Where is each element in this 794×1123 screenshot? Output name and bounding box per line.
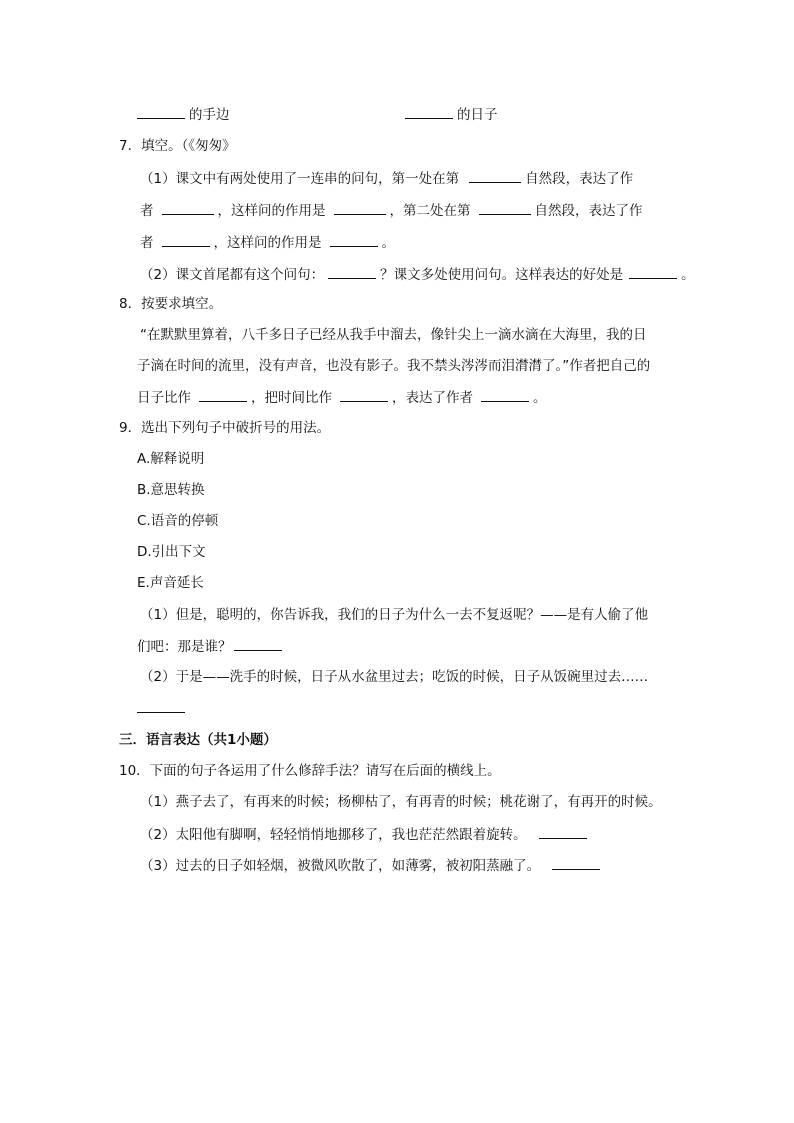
text: （1）课文中有两处使用了一连串的问句，第一处在第	[140, 171, 460, 187]
answer-blank[interactable]	[334, 200, 386, 215]
text: ，把时间比作	[251, 390, 332, 406]
text: 。	[681, 267, 695, 283]
text: 们吧：那是谁？	[137, 639, 232, 655]
answer-blank[interactable]	[162, 232, 210, 247]
answer-blank[interactable]	[405, 104, 453, 119]
q6-tail-right-text: 的日子	[457, 107, 498, 123]
q9-option-b: B.意思转换	[137, 482, 205, 498]
answer-blank[interactable]	[137, 698, 185, 713]
q8-quote-line1: “在默默里算着，八千多日子已经从我手中溜去，像针尖上一滴水滴在大海里，我的日	[140, 327, 647, 343]
answer-blank[interactable]	[199, 387, 247, 402]
q8-quote-line3	[137, 387, 547, 407]
q7-part2	[140, 264, 695, 284]
answer-blank[interactable]	[330, 232, 378, 247]
text: 。	[533, 390, 547, 406]
q10-sentence2	[140, 824, 591, 844]
answer-blank[interactable]	[137, 104, 185, 119]
answer-blank[interactable]	[340, 387, 388, 402]
q6-tail-right	[405, 104, 498, 124]
answer-blank[interactable]	[479, 200, 531, 215]
question-7-title: 7．填空。（《匆匆》	[119, 138, 236, 154]
text: ，第二处在第	[389, 203, 471, 219]
q6-tail-left-text: 的手边	[189, 107, 230, 123]
text: （3）过去的日子如轻烟，被微风吹散了，如薄雾，被初阳蒸融了。	[140, 858, 541, 874]
text: 自然段，表达了作	[525, 171, 634, 187]
q7-part1-line1	[140, 168, 633, 188]
q9-option-d: D.引出下文	[137, 544, 206, 560]
q8-quote-line2: 子滴在时间的流里，没有声音，也没有影子。我不禁头涔涔而泪潸潸了。”作者把自己的	[137, 358, 651, 374]
text: 。	[381, 235, 395, 251]
answer-blank[interactable]	[481, 387, 529, 402]
text: 日子比作	[137, 390, 191, 406]
text: 自然段，表达了作	[534, 203, 643, 219]
answer-blank[interactable]	[234, 636, 282, 651]
q9-sentence2-line2	[137, 698, 189, 718]
answer-blank[interactable]	[162, 200, 214, 215]
answer-blank[interactable]	[469, 168, 521, 183]
text: （2）太阳他有脚啊，轻轻悄悄地挪移了，我也茫茫然跟着旋转。	[140, 827, 527, 843]
answer-blank[interactable]	[328, 264, 376, 279]
q9-option-e: E.声音延长	[137, 575, 204, 591]
answer-blank[interactable]	[552, 855, 600, 870]
text: ，表达了作者	[392, 390, 473, 406]
q6-tail-left	[137, 104, 230, 124]
text: ，这样问的作用是	[213, 235, 322, 251]
q9-sentence1-line2	[137, 636, 286, 656]
text: ，这样问的作用是	[217, 203, 326, 219]
text: 者	[140, 203, 154, 219]
q9-sentence1-line1: （1）但是，聪明的，你告诉我，我们的日子为什么一去不复返呢？——是有人偷了他	[140, 607, 649, 623]
question-9-title: 9．选出下列句子中破折号的用法。	[119, 420, 331, 436]
q7-part1-line3	[140, 232, 395, 252]
text: 者	[140, 235, 154, 251]
q10-sentence1: （1）燕子去了，有再来的时候；杨柳枯了，有再青的时候；桃花谢了，有再开的时候。	[140, 794, 662, 810]
q7-part1-line2	[140, 200, 643, 220]
section-3-heading: 三．语言表达（共1小题）	[119, 732, 277, 748]
q10-sentence3	[140, 855, 604, 875]
q9-option-c: C.语音的停顿	[137, 513, 219, 529]
answer-blank[interactable]	[629, 264, 677, 279]
text: （2）课文首尾都有这个问句：	[140, 267, 325, 283]
question-8-title: 8．按要求填空。	[119, 296, 223, 312]
answer-blank[interactable]	[539, 824, 587, 839]
q9-option-a: A.解释说明	[137, 451, 205, 467]
question-10-title: 10．下面的句子各运用了什么修辞手法？请写在后面的横线上。	[119, 763, 501, 779]
q9-sentence2-line1: （2）于是——洗手的时候，日子从水盆里过去；吃饭的时候，日子从饭碗里过去……	[140, 669, 649, 685]
text: ？课文多处使用问句。这样表达的好处是	[380, 267, 624, 283]
